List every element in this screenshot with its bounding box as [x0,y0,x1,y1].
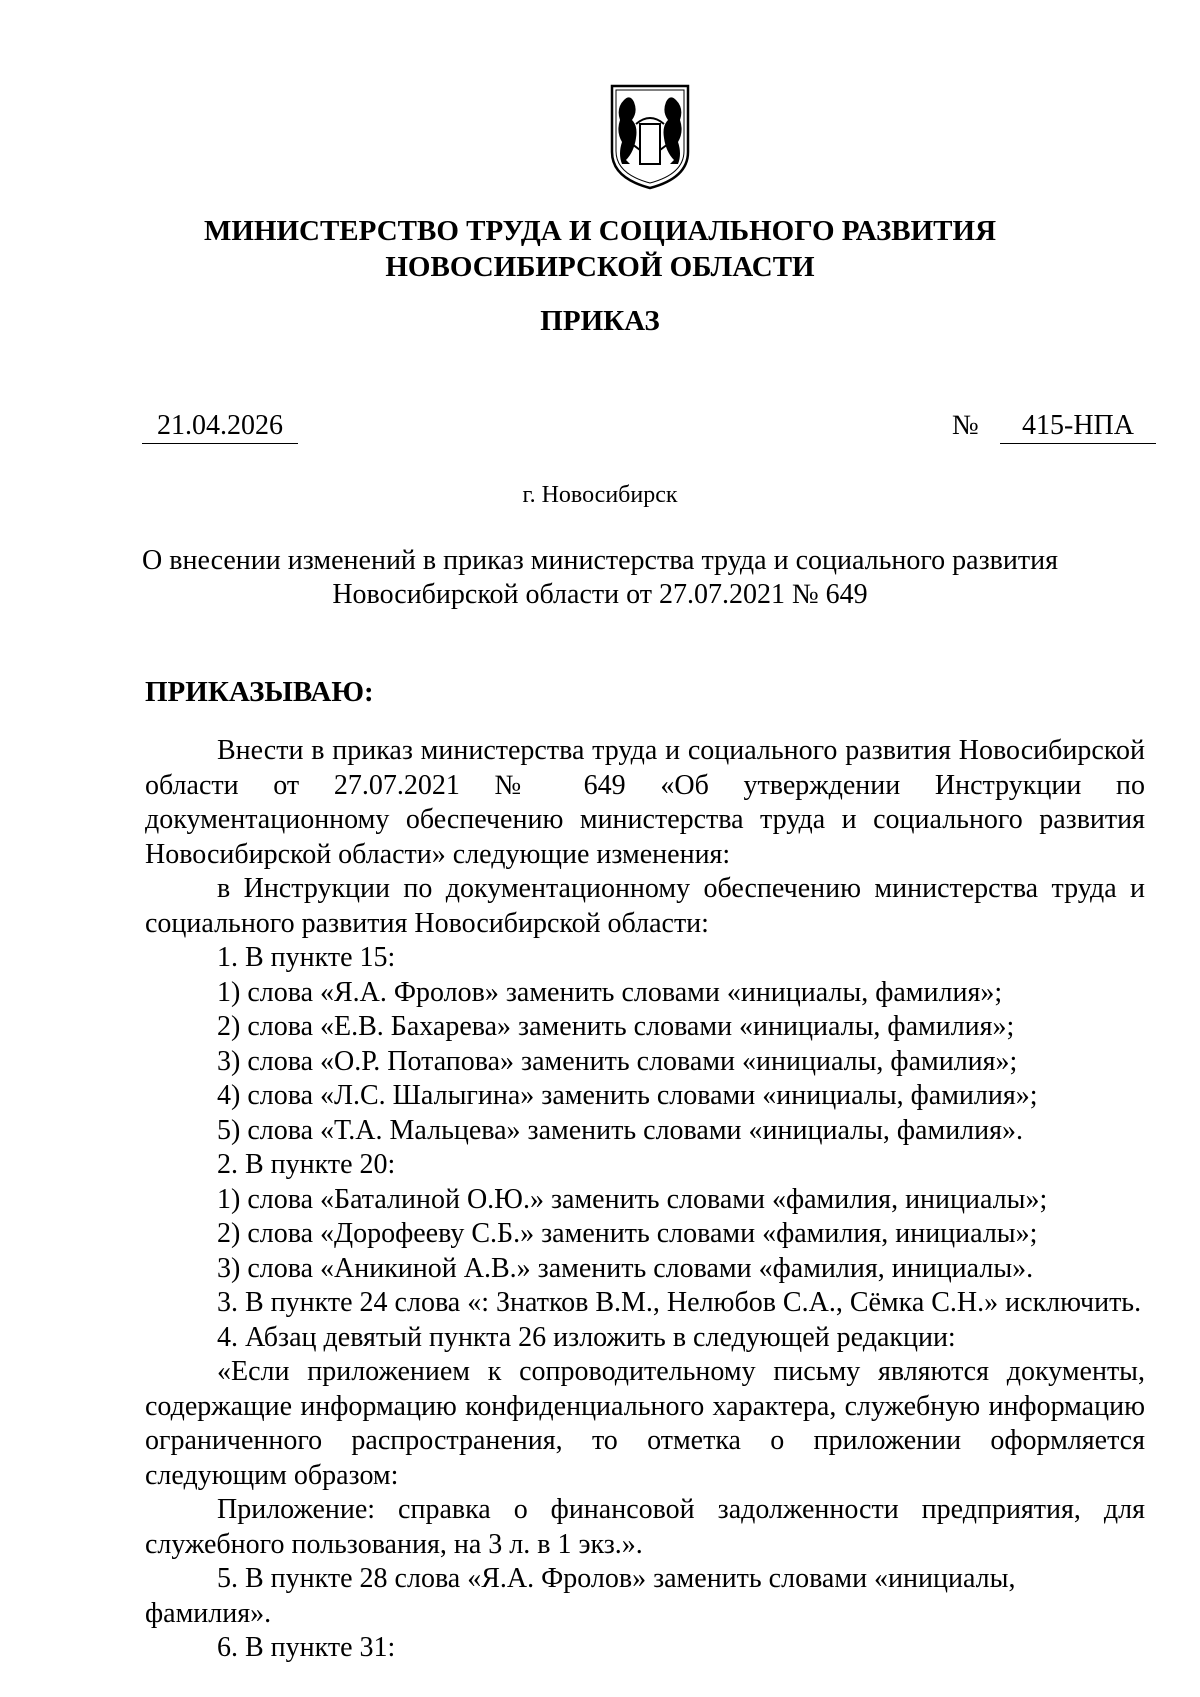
paragraph: «Если приложением к сопроводительному письму являются документы, содержащие информацию конфиденциального характера, служебную информацию ограниченного распространения, то отметка о приложении оформляется следующим образом: [145,1356,1145,1491]
paragraph: 3) слова «О.Р. Потапова» заменить словами «инициалы, фамилия»; [217,1045,1018,1077]
city: г. Новосибирск [522,482,678,508]
document-date: 21.04.2026 [142,409,298,444]
paragraph: 3) слова «Аникиной А.В.» заменить словами «фамилия, инициалы». [217,1252,1034,1284]
paragraph: 6. В пункте 31: [217,1632,396,1663]
ministry-line-2: НОВОСИБИРСКОЙ ОБЛАСТИ [385,251,815,283]
order-word: ПРИКАЗЫВАЮ: [145,676,374,708]
subject-line-2: Новосибирской области от 27.07.2021 № 649 [332,579,868,610]
coat-of-arms-icon [606,82,694,192]
ministry-name [0,213,1200,285]
document-type: ПРИКАЗ [540,305,660,337]
document-body [145,734,1145,1666]
document-subject [0,544,1200,612]
paragraph: 2. В пункте 20: [217,1149,396,1180]
paragraph: 2) слова «Дорофееву С.Б.» заменить словами «фамилия, инициалы»; [217,1218,1038,1249]
paragraph: 4) слова «Л.С. Шалыгина» заменить словами «инициалы, фамилия»; [217,1080,1038,1111]
paragraph: 5. В пункте 28 слова «Я.А. Фролов» заменить словами «инициалы, фамилия». [145,1563,1016,1629]
paragraph: в Инструкции по документационному обеспечению министерства труда и социального развития Новосибирской области: [145,873,1145,939]
subject-line-1: О внесении изменений в приказ министерства труда и социального развития [142,545,1058,576]
paragraph: 3. В пункте 24 слова «: Знатков В.М., Нелюбов С.А., Сёмка С.Н.» исключить. [217,1287,1142,1318]
paragraph: 4. Абзац девятый пункта 26 изложить в следующей редакции: [217,1321,956,1353]
paragraph: 5) слова «Т.А. Мальцева» заменить словами «инициалы, фамилия». [217,1114,1024,1146]
document-number: 415-НПА [1000,409,1156,444]
number-sign: № [952,410,979,441]
paragraph: 2) слова «Е.В. Бахарева» заменить словами «инициалы, фамилия»; [217,1011,1015,1042]
paragraph: Внести в приказ министерства труда и социального развития Новосибирской области от 27.07.2021 № 649 «Об утверждении Инструкции по документационному обеспечению министерства труда и социального развития Новосибирской области» следующие изменения: [145,735,1145,870]
paragraph: 1) слова «Я.А. Фролов» заменить словами «инициалы, фамилия»; [217,976,1003,1008]
paragraph: 1) слова «Баталиной О.Ю.» заменить словами «фамилия, инициалы»; [217,1183,1048,1215]
paragraph: Приложение: справка о финансовой задолженности предприятия, для служебного пользования, на 3 л. в 1 экз.». [145,1494,1145,1560]
paragraph: 1. В пункте 15: [217,942,396,973]
ministry-line-1: МИНИСТЕРСТВО ТРУДА И СОЦИАЛЬНОГО РАЗВИТИЯ [203,215,997,247]
